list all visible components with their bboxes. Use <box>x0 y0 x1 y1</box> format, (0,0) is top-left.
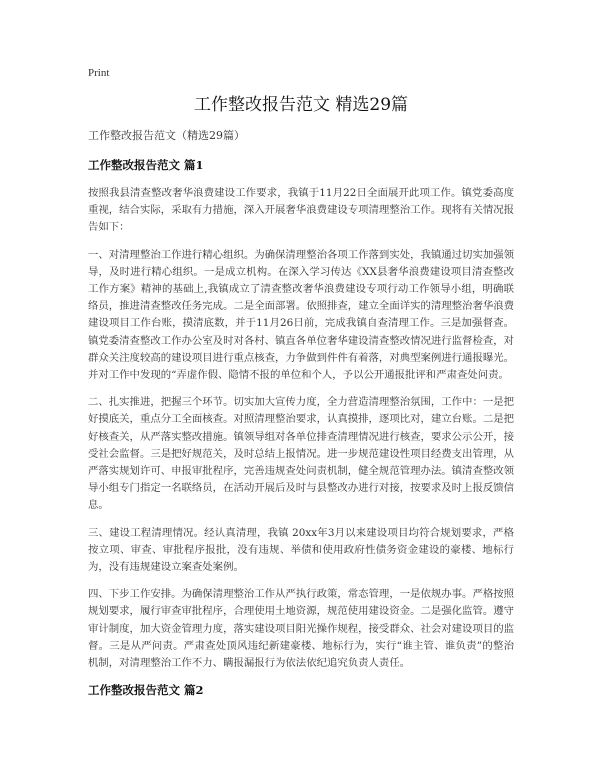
paragraph-organization: 一、对清理整治工作进行精心组织。为确保清理整治各项工作落到实处，我镇通过切实加强领导，及时进行精心组织。一是成立机构。在深入学习传达《XX县奢华浪费建设项目清查整改工作方案》精神的基础上,我镇成立了清查整改奢华浪费建设专项行动工作领导小组，明确联络员，推进清查整改任务完成。二是全面部署。依照排查，建立全面详实的清理整治奢华浪费建设项目工作台账，摸清底数，并于11月26日前，完成我镇自查清理工作。三是加强督查。镇党委清查整改工作办公室及时对各村、镇直各单位奢华建设清查整改情况进行监督检查，对群众关注度较高的建设项目进行重点核查，力争做到件件有着落，对典型案例进行通报曝光。并对工作中发现的“弄虚作假、隐情不报的单位和个人，予以公开通报批评和严肃查处问责。 <box>88 248 515 382</box>
paragraph-intro: 按照我县清查整改奢华浪费建设工作要求，我镇于11月22日全面展开此项工作。镇党委高度重视，结合实际，采取有力措施，深入开展奢华浪费建设专项清理整治工作。现将有关情况报告如下： <box>88 187 515 234</box>
print-label[interactable]: Print <box>88 67 110 79</box>
section-heading-2: 工作整改报告范文 篇2 <box>88 683 204 698</box>
paragraph-next-steps: 四、下步工作安排。为确保清理整治工作从严执行政策，常态管理，一是依规办事。严格按照规划要求，履行审查审批程序，合理使用土地资源，规范使用建设资金。二是强化监管。遵守审计制度，加大资金管理力度，落实建设项目阳光操作规程，接受群众、社会对建设项目的监督。三是从严问责。严肃查处顶风违纪新建豪楼、地标行为，实行“谁主管、谁负责”的整治机制，对清理整治工作不力、瞒报漏报行为依法依纪追究负责人责任。 <box>88 588 515 670</box>
paragraph-project-cleanup: 三、建设工程清理情况。经认真清理，我镇 20xx年3月以来建设项目均符合规划要求，严格按立项、审查、审批程序报批，没有违规、举债和使用政府性债务资金建设的豪楼、地标行为，没有违规建设立案查处案例。 <box>88 526 514 574</box>
document-title: 工作整改报告范文 精选29篇 <box>193 95 409 115</box>
paragraph-three-links: 二、扎实推进，把握三个环节。切实加大宣传力度，全力营造清理整治氛围，工作中：一是把好摸底关，重点分工全面核查。对照清理整治要求，认真摸排，逐项比对，建立台账。二是把好核查关，从严落实整改措施。镇领导组对各单位排查清理情况进行核查，要求公示公开，接受社会监督。三是把好规范关，及时总结上报情况。进一步规范建设性项目经费支出管理，从严落实规划许可、申报审批程序，完善违规查处问责机制，健全规范管理办法。镇清查整改领导小组专门指定一名联络员，在活动开展后及时与县整改办进行对接，按要求及时上报反馈信息。 <box>88 396 515 512</box>
section-heading-1: 工作整改报告范文 篇1 <box>88 158 204 172</box>
document-subtitle: 工作整改报告范文（精选29篇） <box>88 129 245 142</box>
